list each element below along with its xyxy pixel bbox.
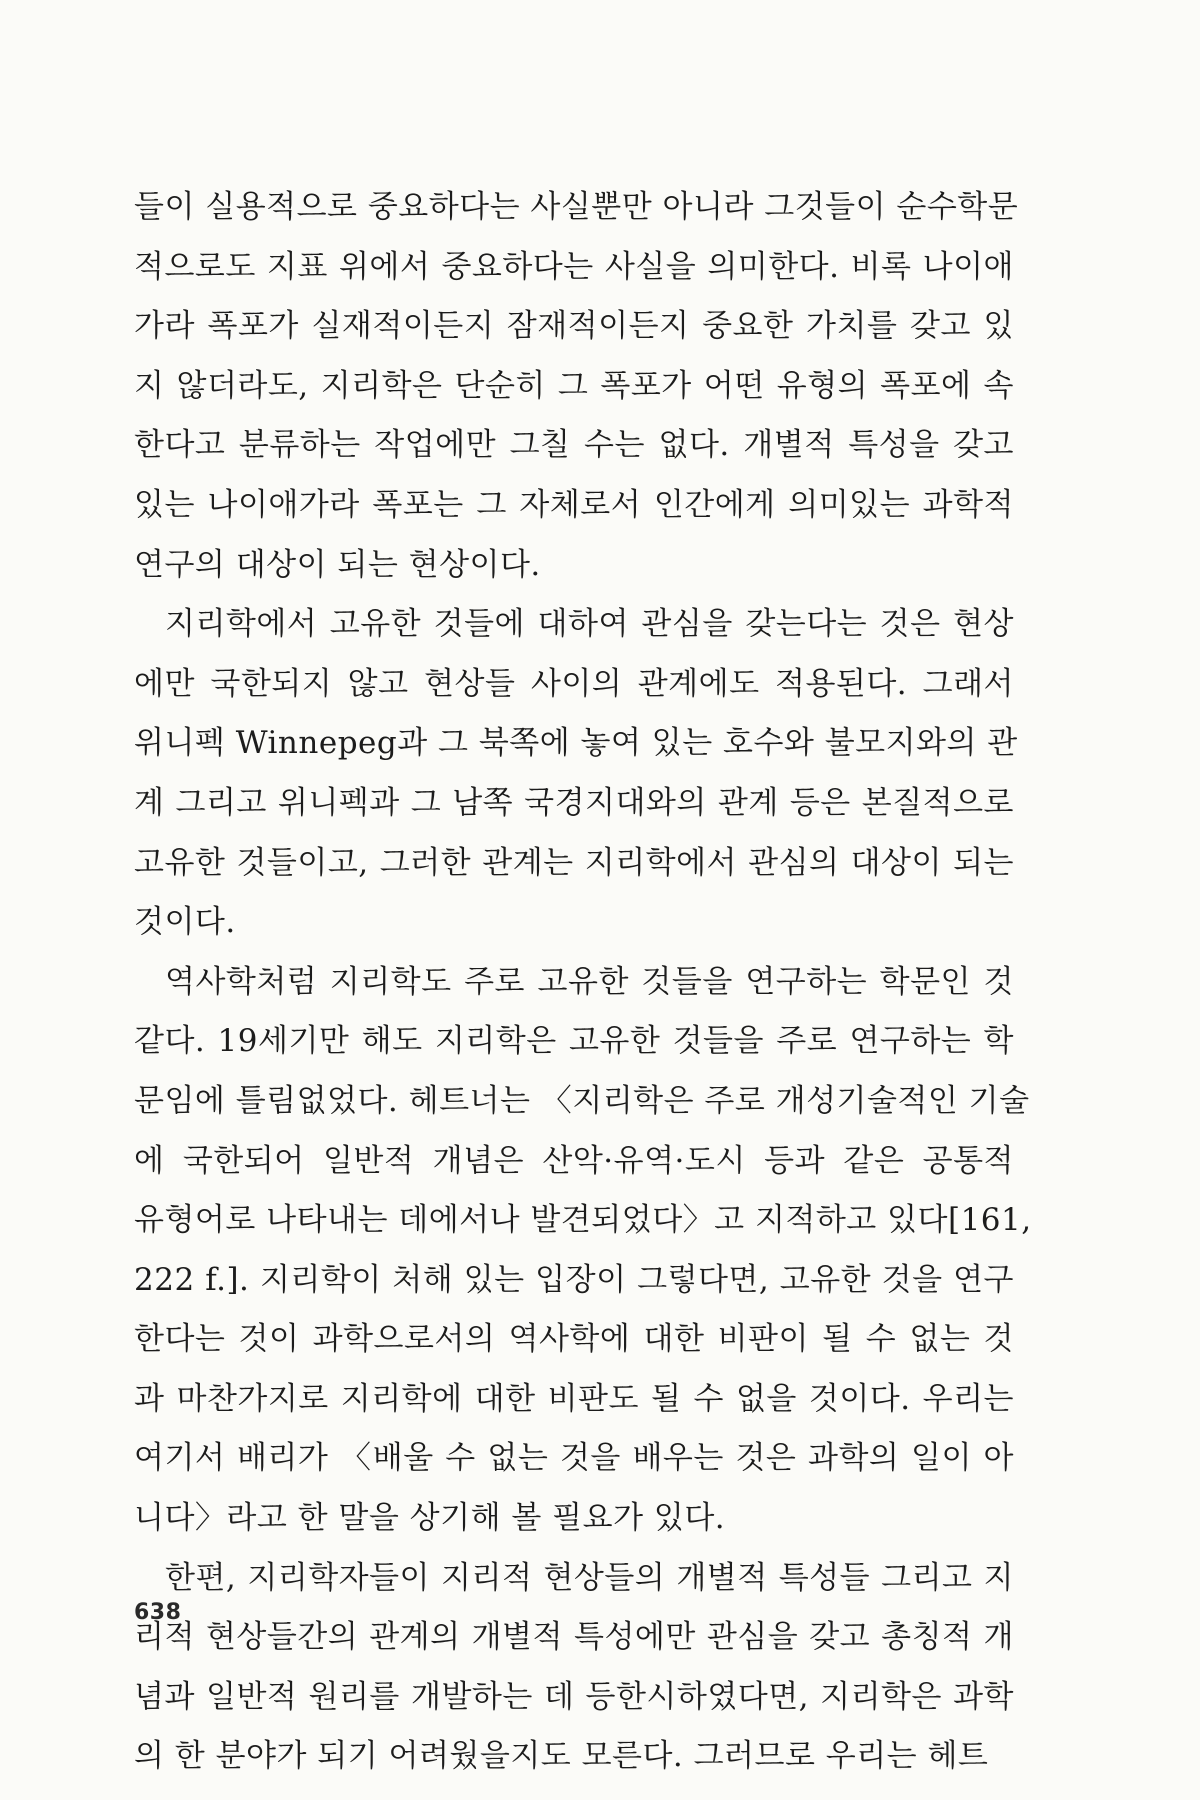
text-line: 한다는 것이 과학으로서의 역사학에 대한 비판이 될 수 없는 것 (134, 1321, 1014, 1358)
paragraph (134, 178, 1019, 595)
text-line: 계 그리고 위니펙과 그 남쪽 국경지대와의 관계 등은 본질적으로 (134, 784, 1014, 821)
text-line: 가라 폭포가 실재적이든지 잠재적이든지 중요한 가치를 갖고 있 (134, 308, 1014, 345)
text-line: 들이 실용적으로 중요하다는 사실뿐만 아니라 그것들이 순수학문 (134, 189, 1019, 225)
text-line: 222 f.]. 지리학이 처해 있는 입장이 그렇다면, 고유한 것을 연구 (134, 1261, 1014, 1298)
page-number: 638 (134, 1600, 182, 1625)
text-line: 에만 국한되지 않고 현상들 사이의 관계에도 적용된다. 그래서 (134, 665, 1014, 702)
text-line: 역사학처럼 지리학도 주로 고유한 것들을 연구하는 학문인 것 (165, 963, 1014, 1000)
text-line: 고유한 것들이고, 그러한 관계는 지리학에서 관심의 대상이 되는 (134, 844, 1014, 881)
text-line: 지리학에서 고유한 것들에 대하여 관심을 갖는다는 것은 현상 (165, 606, 1014, 643)
text-line: 것이다. (134, 904, 236, 941)
text-line: 같다. 19세기만 해도 지리학은 고유한 것들을 주로 연구하는 학 (134, 1023, 1014, 1060)
paragraph (134, 953, 1032, 1549)
text-line: 있는 나이애가라 폭포는 그 자체로서 인간에게 의미있는 과학적 (134, 486, 1014, 523)
text-line: 연구의 대상이 되는 현상이다. (134, 546, 541, 583)
text-line: 적으로도 지표 위에서 중요하다는 사실을 의미한다. 비록 나이애 (134, 248, 1014, 285)
body-text (134, 178, 1032, 1787)
text-line: 한다고 분류하는 작업에만 그칠 수는 없다. 개별적 특성을 갖고 (134, 427, 1014, 464)
text-line: 여기서 배리가 〈배울 수 없는 것을 배우는 것은 과학의 일이 아 (134, 1440, 1014, 1477)
paragraph (134, 1549, 1014, 1787)
text-line: 위니펙 Winnepeg과 그 북쪽에 놓여 있는 호수와 불모지와의 관 (134, 725, 1018, 762)
text-line: 지 않더라도, 지리학은 단순히 그 폭포가 어떤 유형의 폭포에 속 (134, 367, 1014, 404)
text-line: 리적 현상들간의 관계의 개별적 특성에만 관심을 갖고 총칭적 개 (134, 1619, 1014, 1656)
text-line: 념과 일반적 원리를 개발하는 데 등한시하였다면, 지리학은 과학 (134, 1678, 1014, 1715)
text-line: 유형어로 나타내는 데에서나 발견되었다〉고 지적하고 있다[161, (134, 1202, 1032, 1239)
text-line: 문임에 틀림없었다. 헤트너는 〈지리학은 주로 개성기술적인 기술 (134, 1082, 1030, 1119)
text-line: 한편, 지리학자들이 지리적 현상들의 개별적 특성들 그리고 지 (165, 1559, 1014, 1596)
text-line: 과 마찬가지로 지리학에 대한 비판도 될 수 없을 것이다. 우리는 (134, 1380, 1014, 1417)
text-line: 의 한 분야가 되기 어려웠을지도 모른다. 그러므로 우리는 헤트 (134, 1738, 989, 1775)
paragraph (134, 595, 1018, 953)
text-line: 니다〉라고 한 말을 상기해 볼 필요가 있다. (134, 1500, 726, 1537)
text-line: 에 국한되어 일반적 개념은 산악·유역·도시 등과 같은 공통적 (134, 1142, 1014, 1179)
